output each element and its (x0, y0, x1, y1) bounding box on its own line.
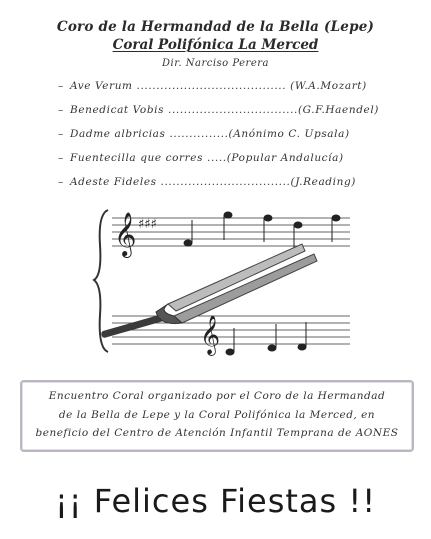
notice-line: Encuentro Coral organizado por el Coro de la Hermandad (48, 390, 386, 402)
treble-clef-icon: 𝄞 (114, 212, 137, 256)
greeting-text: ¡¡ Felices Fiestas !! (54, 482, 377, 520)
program-item: – Ave Verum ...................................... (W.A.Mozart) (58, 80, 367, 92)
program-item: – Dadme albricias ...............(Anónimo C. Upsala) (58, 128, 350, 140)
program-item: – Adeste Fideles .................................(J.Reading) (58, 176, 356, 188)
treble-clef-lower-icon: 𝄞 (200, 315, 221, 355)
program-item: – Benedicat Vobis .................................(G.F.Haendel) (58, 104, 379, 116)
notice-line: de la Bella de Lepe y la Coral Polifónica la Merced, en (58, 408, 376, 421)
program-item: – Fuentecilla que corres .....(Popular Andalucía) (58, 152, 344, 164)
notice-line: beneficio del Centro de Atención Infantil Temprana de AONES (35, 427, 399, 439)
notes-upper (184, 212, 340, 248)
sharp-icon: ♯♯♯ (138, 217, 157, 232)
program-list (58, 80, 388, 200)
notes-lower (226, 322, 306, 355)
choir-title: Coro de la Hermandad de la Bella (Lepe) (56, 19, 375, 35)
music-illustration (90, 200, 365, 372)
notice-box (20, 380, 414, 452)
choir-subtitle: Coral Polifónica La Merced (112, 37, 319, 53)
director-credit: Dir. Narciso Perera (161, 58, 269, 69)
